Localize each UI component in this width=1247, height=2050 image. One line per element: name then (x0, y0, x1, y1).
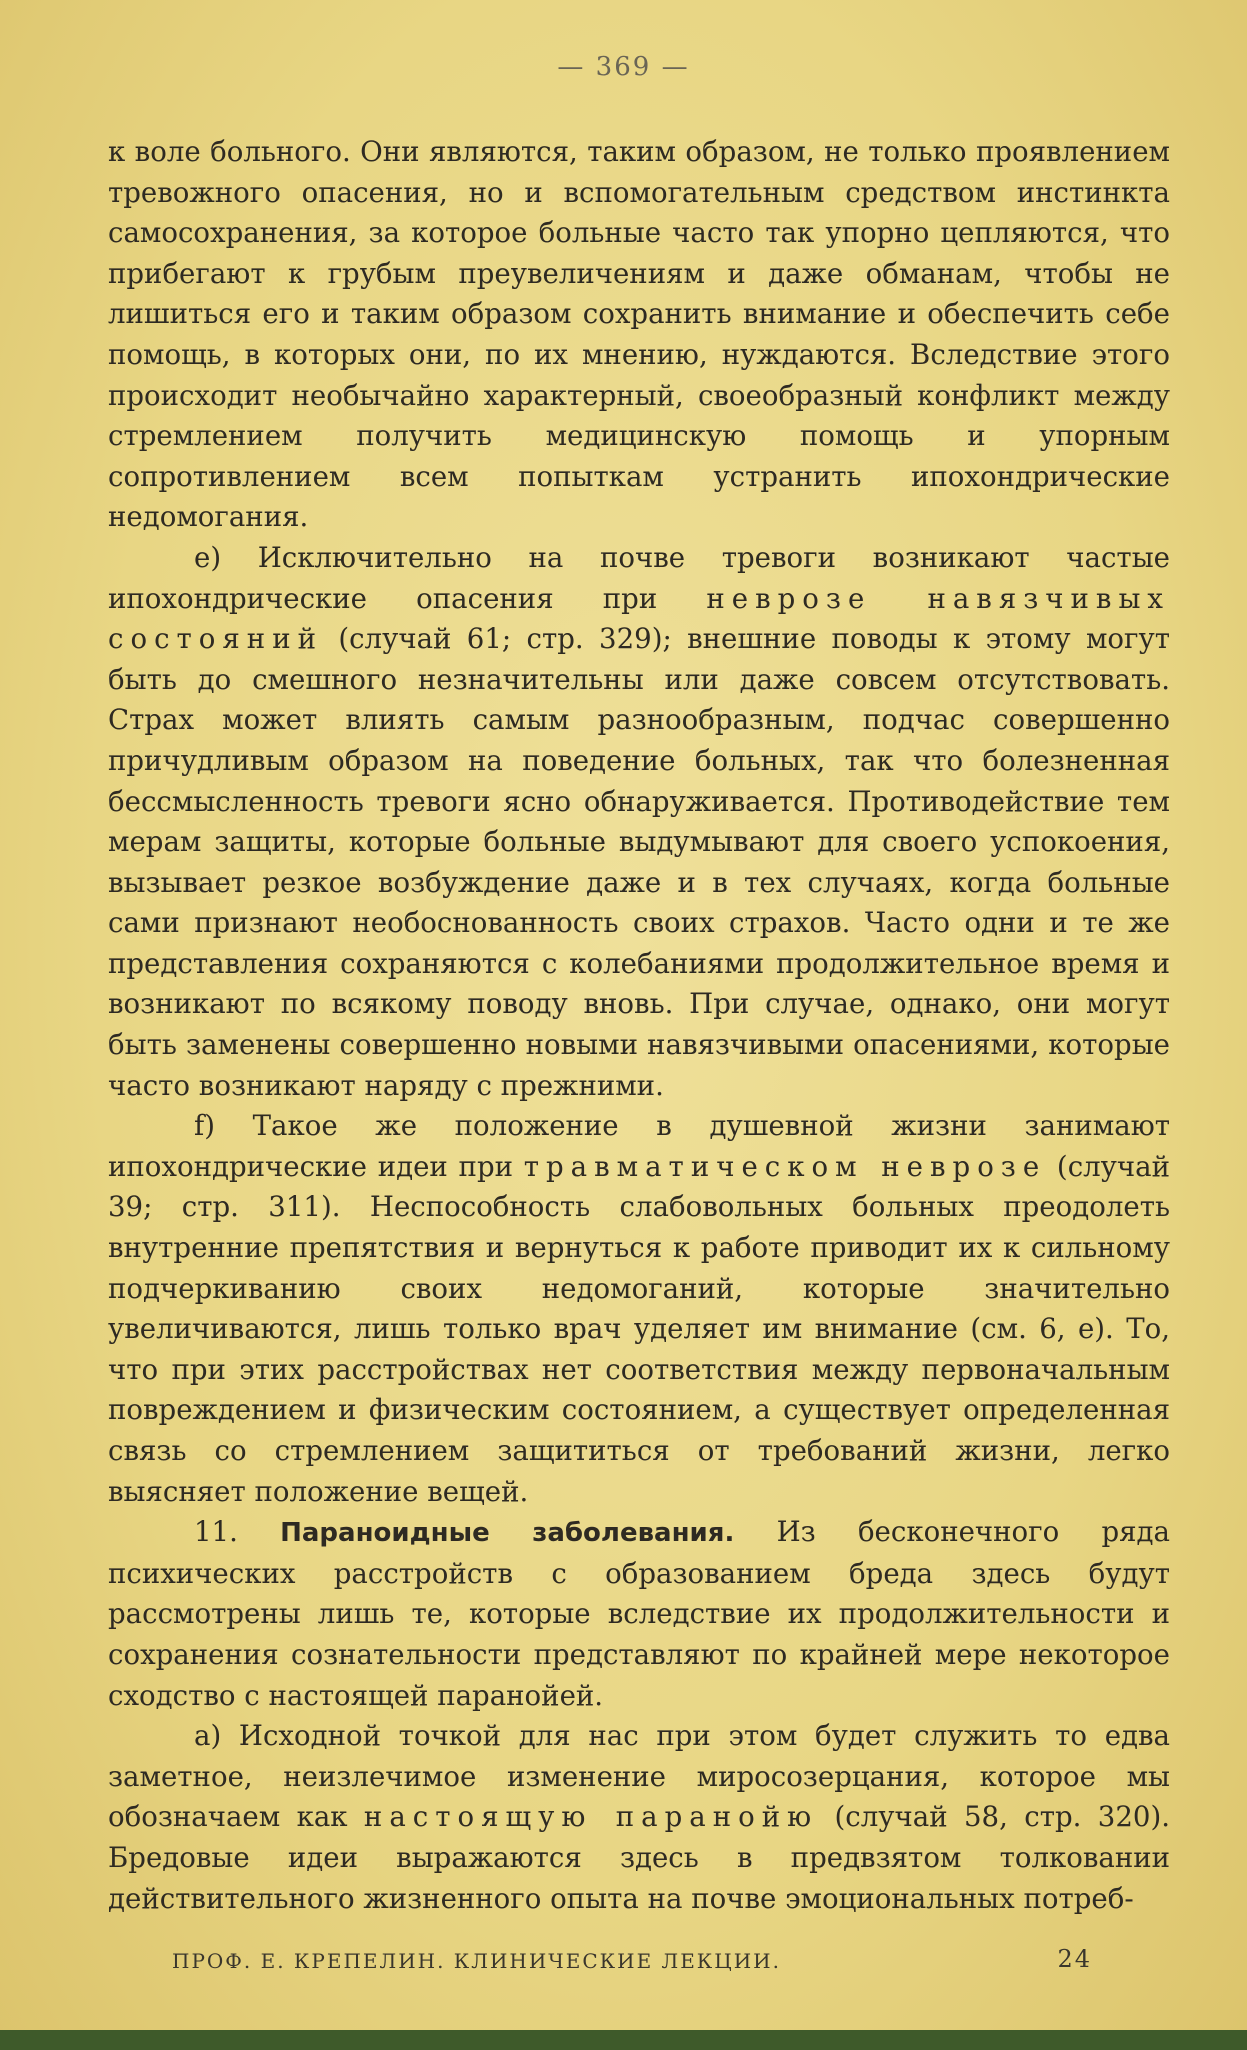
paragraph-f (108, 1106, 1170, 1512)
text-run: а) Исходной точкой для нас при этом будет служить то едва заметное, неизлечимое изменение миросозерцания, которое мы обозначаем как (108, 1719, 1170, 1834)
spaced-term: травматическом неврозе (523, 1149, 1047, 1183)
paragraph-a (108, 1716, 1170, 1919)
text-run: (случай 58, стр. 320). Бредовые идеи выражаются здесь в предвзятом толковании действительного жизненного опыта на почве эмоциональных потреб- (108, 1800, 1170, 1915)
text-run: Из бесконечного ряда психических расстройств с образованием бреда здесь будут рассмотрены лишь те, которые вследствие их продолжительности и сохранения сознательности представляют по крайней мере некоторое сходство с настоящей паранойей. (108, 1515, 1170, 1712)
scan-bottom-edge (0, 2030, 1247, 2050)
page-number: — 369 — (557, 52, 690, 82)
paragraph-e (108, 538, 1170, 1106)
spaced-term: настоящую паранойю (363, 1800, 819, 1834)
text-run: (случай 39; стр. 311). Неспособность слабовольных больных преодолеть внутренние препятствия и вернуться к работе приводит их к сильному подчеркиванию своих недомоганий, которые значительно увеличиваются, лишь только врач уделяет им внимание (см. 6, е). То, что при этих расстройствах нет соответствия между первоначальным повреждением и физическим состоянием, а существует определенная связь со стремлением защититься от требований жизни, легко выясняет положение вещей. (108, 1149, 1170, 1508)
section-number: 11. (194, 1515, 281, 1549)
text-run: (случай 61; стр. 329); внешние поводы к этому могут быть до смешного незначительны или даже совсем отсутствовать. Страх может влиять самым разнообразным, подчас совершенно причудливым образом на поведение больных, так что болезненная бессмысленность тревоги ясно обнаруживается. Противодействие тем мерам защиты, которые больные выдумывают для своего успокоения, вызывает резкое возбуждение даже и в тех случаях, когда больные сами признают необоснованность своих страхов. Часто одни и те же представления сохраняются с колебаниями продолжительное время и возникают по всякому поводу вновь. При случае, однако, они могут быть заменены совершенно новыми навязчивыми опасениями, которые часто возникают наряду с прежними. (108, 622, 1170, 1102)
paragraph-1 (108, 132, 1170, 538)
signature-number: 24 (1057, 1945, 1092, 1973)
text-run: f) Такое же положение в душевной жизни занимают ипохондрические идеи при (108, 1109, 1170, 1183)
text-run: е) Исключительно на почве тревоги возникают частые ипохондрические опасения при (108, 540, 1170, 615)
section-heading: Параноидные заболевания. (280, 1518, 735, 1549)
running-title: ПРОФ. Е. КРЕПЕЛИН. КЛИНИЧЕСКИЕ ЛЕКЦИИ. (172, 1949, 781, 1973)
text-body (108, 132, 1170, 1919)
paragraph-11 (108, 1512, 1170, 1716)
spaced-term: неврозе навязчивых состояний (108, 581, 1170, 656)
text-run: к воле больного. Они являются, таким образом, не только проявлением тревожного опасения, но и вспомогательным средством инстинкта самосохранения, за которое больные часто так упорно цепляются, что прибегают к грубым преувеличениям и даже обманам, чтобы не лишиться его и таким образом сохранить внимание и обеспечить себе помощь, в которых они, по их мнению, нуждаются. Вследствие этого происходит необычайно характерный, своеобразный конфликт между стремлением получить медицинскую помощь и упорным сопротивлением всем попыткам устранить ипохондрические недомогания. (108, 135, 1170, 534)
